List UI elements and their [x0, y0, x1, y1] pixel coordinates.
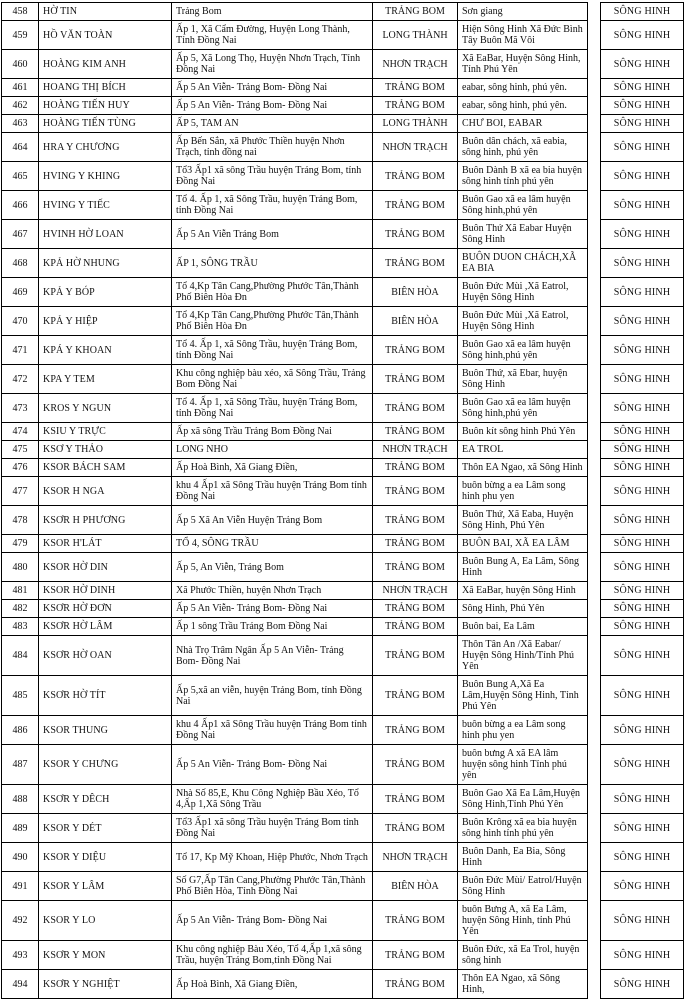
cell-province: SÔNG HINH	[601, 3, 684, 21]
cell-destination: BUÔN DUON CHÁCH,XÃ EA BIA	[458, 249, 588, 278]
cell-destination: Buôn Đức Mùi ,Xã Eatrol, Huyện Sông Hinh	[458, 307, 588, 336]
cell-destination: Buôn Krông xã ea bia huyện sông hinh tỉnh phú yên	[458, 814, 588, 843]
cell-district: TRẢNG BOM	[373, 459, 458, 477]
cell-address: Ấp 5 An Viễn Trảng Bom	[172, 220, 373, 249]
cell-province: SÔNG HINH	[601, 97, 684, 115]
cell-number: 469	[2, 278, 39, 307]
cell-province: SÔNG HINH	[601, 191, 684, 220]
cell-province: SÔNG HINH	[601, 941, 684, 970]
column-gap	[588, 814, 601, 843]
column-gap	[588, 97, 601, 115]
table-row	[2, 3, 684, 21]
column-gap	[588, 970, 601, 999]
cell-number: 472	[2, 365, 39, 394]
cell-name: KSƠR Y DÊCH	[39, 785, 172, 814]
cell-name: HỒ VĂN TOÀN	[39, 21, 172, 50]
table-row	[2, 535, 684, 553]
cell-name: KSOR Y DÉT	[39, 814, 172, 843]
cell-address: Tổ3 Ấp1 xã sông Trầu huyện Trảng Bom tỉnh Đồng Nai	[172, 814, 373, 843]
cell-province: SÔNG HINH	[601, 336, 684, 365]
cell-province: SÔNG HINH	[601, 716, 684, 745]
cell-address: Tổ 4. Ấp 1, xã Sông Trầu, huyện Trảng Bom, tỉnh Đồng Nai	[172, 191, 373, 220]
table-row	[2, 394, 684, 423]
cell-district: LONG THÀNH	[373, 115, 458, 133]
cell-name: HỜ TIN	[39, 3, 172, 21]
cell-province: SÔNG HINH	[601, 600, 684, 618]
cell-name: KSOR THUNG	[39, 716, 172, 745]
cell-address: Tổ 4,Kp Tân Cang,Phường Phước Tân,Thành Phố Biên Hòa Đn	[172, 278, 373, 307]
table-row	[2, 785, 684, 814]
column-gap	[588, 365, 601, 394]
table-row	[2, 278, 684, 307]
cell-name: HVING Y KHING	[39, 162, 172, 191]
cell-district: TRẢNG BOM	[373, 941, 458, 970]
column-gap	[588, 843, 601, 872]
cell-name: HOÀNG TIẾN HUY	[39, 97, 172, 115]
cell-number: 470	[2, 307, 39, 336]
cell-destination: Buôn Danh, Ea Bia, Sông Hinh	[458, 843, 588, 872]
cell-number: 486	[2, 716, 39, 745]
table-row	[2, 477, 684, 506]
cell-district: TRẢNG BOM	[373, 901, 458, 941]
cell-address: Tổ3 Ấp1 xã sông Trầu huyện Trảng Bom, tỉnh Đồng Nai	[172, 162, 373, 191]
cell-name: KSOR Y LO	[39, 901, 172, 941]
cell-district: TRẢNG BOM	[373, 745, 458, 785]
cell-address: khu 4 Ấp1 xã Sông Trầu huyện Trảng Bom tỉnh Đồng Nai	[172, 477, 373, 506]
cell-address: ẤP 5, TAM AN	[172, 115, 373, 133]
cell-district: TRẢNG BOM	[373, 506, 458, 535]
cell-address: TỔ 4, SÔNG TRẦU	[172, 535, 373, 553]
cell-province: SÔNG HINH	[601, 618, 684, 636]
column-gap	[588, 307, 601, 336]
table-row	[2, 21, 684, 50]
cell-number: 494	[2, 970, 39, 999]
cell-district: TRẢNG BOM	[373, 394, 458, 423]
column-gap	[588, 553, 601, 582]
column-gap	[588, 220, 601, 249]
column-gap	[588, 535, 601, 553]
cell-destination: Buôn dân chách, xã eabia, sông hinh, phú yên	[458, 133, 588, 162]
cell-name: HOÀNG TIẾN TÙNG	[39, 115, 172, 133]
cell-number: 480	[2, 553, 39, 582]
table-row	[2, 307, 684, 336]
cell-number: 460	[2, 50, 39, 79]
cell-address: Trảng Bom	[172, 3, 373, 21]
cell-name: KSOR Y CHƯNG	[39, 745, 172, 785]
cell-destination: eabar, sông hinh, phú yên.	[458, 97, 588, 115]
table-row	[2, 716, 684, 745]
cell-district: TRẢNG BOM	[373, 814, 458, 843]
cell-district: LONG THÀNH	[373, 21, 458, 50]
cell-province: SÔNG HINH	[601, 394, 684, 423]
cell-destination: Buôn Gao Xã Ea Lâm,Huyện Sông Hinh,Tỉnh Phú Yên	[458, 785, 588, 814]
cell-address: Ấp 5 An Viễn- Trảng Bom- Đồng Nai	[172, 79, 373, 97]
cell-name: KSƠR HỜ ĐƠN	[39, 600, 172, 618]
cell-number: 473	[2, 394, 39, 423]
cell-destination: Hiện Sông Hinh Xã Đức Bình Tây Buôn Mã Vôi	[458, 21, 588, 50]
cell-province: SÔNG HINH	[601, 220, 684, 249]
column-gap	[588, 941, 601, 970]
cell-name: KSƠR HỜ OAN	[39, 636, 172, 676]
cell-destination: Buôn Gao xã ea lâm huyện Sông hinh,phú yên	[458, 191, 588, 220]
table-row	[2, 600, 684, 618]
cell-name: KPẢ HỜ NHUNG	[39, 249, 172, 278]
cell-destination: Sông Hinh, Phú Yên	[458, 600, 588, 618]
cell-province: SÔNG HINH	[601, 162, 684, 191]
cell-province: SÔNG HINH	[601, 249, 684, 278]
cell-district: TRẢNG BOM	[373, 365, 458, 394]
cell-name: KSƠ Y THẢO	[39, 441, 172, 459]
cell-number: 462	[2, 97, 39, 115]
table-row	[2, 220, 684, 249]
cell-name: KPA Y TEM	[39, 365, 172, 394]
cell-province: SÔNG HINH	[601, 901, 684, 941]
cell-province: SÔNG HINH	[601, 365, 684, 394]
cell-district: TRẢNG BOM	[373, 97, 458, 115]
cell-number: 485	[2, 676, 39, 716]
cell-district: TRẢNG BOM	[373, 249, 458, 278]
cell-destination: Buôn Đức, xã Ea Trol, huyện sông hinh	[458, 941, 588, 970]
cell-district: TRẢNG BOM	[373, 535, 458, 553]
table-row	[2, 115, 684, 133]
cell-name: KPÁ Y KHOAN	[39, 336, 172, 365]
cell-district: TRẢNG BOM	[373, 423, 458, 441]
cell-province: SÔNG HINH	[601, 21, 684, 50]
cell-number: 488	[2, 785, 39, 814]
cell-number: 464	[2, 133, 39, 162]
table-row	[2, 872, 684, 901]
column-gap	[588, 600, 601, 618]
cell-number: 458	[2, 3, 39, 21]
cell-address: Ấp Hoà Bình, Xã Giang Điền,	[172, 459, 373, 477]
cell-district: NHƠN TRẠCH	[373, 441, 458, 459]
cell-number: 481	[2, 582, 39, 600]
cell-district: TRẢNG BOM	[373, 79, 458, 97]
cell-address: Xã Phước Thiền, huyện Nhơn Trạch	[172, 582, 373, 600]
table-row	[2, 970, 684, 999]
column-gap	[588, 636, 601, 676]
cell-province: SÔNG HINH	[601, 50, 684, 79]
cell-name: KPẢ Y HIỆP	[39, 307, 172, 336]
table-row	[2, 901, 684, 941]
table-row	[2, 441, 684, 459]
cell-address: Khu công nghiệp Bàu Xéo, Tổ 4,Ấp 1,xã sông Trầu, huyện Trảng Bom,tỉnh Đồng Nai	[172, 941, 373, 970]
cell-destination: CHƯ BOI, EABAR	[458, 115, 588, 133]
column-gap	[588, 785, 601, 814]
cell-province: SÔNG HINH	[601, 676, 684, 716]
column-gap	[588, 582, 601, 600]
cell-province: SÔNG HINH	[601, 872, 684, 901]
column-gap	[588, 249, 601, 278]
column-gap	[588, 115, 601, 133]
column-gap	[588, 133, 601, 162]
cell-number: 474	[2, 423, 39, 441]
cell-district: TRẢNG BOM	[373, 191, 458, 220]
cell-name: KSƠR HỜ TÍT	[39, 676, 172, 716]
cell-province: SÔNG HINH	[601, 79, 684, 97]
cell-name: HVINH HỜ LOAN	[39, 220, 172, 249]
cell-province: SÔNG HINH	[601, 553, 684, 582]
cell-number: 482	[2, 600, 39, 618]
cell-destination: Buôn Gao xã ea lâm huyện Sông hinh,phú yên	[458, 394, 588, 423]
cell-destination: Buôn Thứ, Xã Eaba, Huyện Sông Hinh, Phú Yên	[458, 506, 588, 535]
cell-province: SÔNG HINH	[601, 441, 684, 459]
table-row	[2, 941, 684, 970]
cell-province: SÔNG HINH	[601, 423, 684, 441]
cell-number: 479	[2, 535, 39, 553]
cell-name: KSOR H'LÁT	[39, 535, 172, 553]
cell-address: Ấp Hoà Bình, Xã Giang Điền,	[172, 970, 373, 999]
table-row	[2, 582, 684, 600]
cell-name: KSƠR HỜ LÂM	[39, 618, 172, 636]
cell-district: TRẢNG BOM	[373, 3, 458, 21]
cell-destination: Buôn Đức Mùi ,Xã Eatrol, Huyện Sông Hinh	[458, 278, 588, 307]
cell-number: 487	[2, 745, 39, 785]
table-row	[2, 676, 684, 716]
column-gap	[588, 477, 601, 506]
cell-district: NHƠN TRẠCH	[373, 843, 458, 872]
column-gap	[588, 872, 601, 901]
cell-number: 483	[2, 618, 39, 636]
cell-address: Tổ 17, Kp Mỹ Khoan, Hiệp Phước, Nhơn Trạch	[172, 843, 373, 872]
column-gap	[588, 79, 601, 97]
table-row	[2, 423, 684, 441]
column-gap	[588, 716, 601, 745]
table-row	[2, 506, 684, 535]
table-row	[2, 365, 684, 394]
cell-district: TRẢNG BOM	[373, 477, 458, 506]
cell-address: Tổ 4. Ấp 1, xã Sông Trầu, huyện Trảng Bom, tỉnh Đồng Nai	[172, 336, 373, 365]
cell-destination: Buôn Gao xã ea lâm huyện Sông hinh,phú yên	[458, 336, 588, 365]
cell-district: BIÊN HÒA	[373, 872, 458, 901]
cell-name: KSOR Y DIỆU	[39, 843, 172, 872]
cell-district: NHƠN TRẠCH	[373, 133, 458, 162]
column-gap	[588, 50, 601, 79]
cell-destination: Xã EaBar, Huyện Sông Hinh, Tỉnh Phú Yên	[458, 50, 588, 79]
cell-address: Ấp xã sông Trầu Trảng Bom Đồng Nai	[172, 423, 373, 441]
cell-province: SÔNG HINH	[601, 970, 684, 999]
cell-address: Ấp 5 An Viễn- Trảng Bom- Đồng Nai	[172, 745, 373, 785]
column-gap	[588, 3, 601, 21]
column-gap	[588, 394, 601, 423]
cell-address: Ấp 5 An Viễn- Trảng Bom- Đồng Nai	[172, 97, 373, 115]
cell-province: SÔNG HINH	[601, 785, 684, 814]
cell-province: SÔNG HINH	[601, 636, 684, 676]
cell-number: 477	[2, 477, 39, 506]
cell-name: KSƠR Y MON	[39, 941, 172, 970]
cell-province: SÔNG HINH	[601, 307, 684, 336]
cell-number: 475	[2, 441, 39, 459]
cell-destination: buôn bừng a ea Lâm song hinh phu yen	[458, 477, 588, 506]
table-row	[2, 618, 684, 636]
cell-name: KSƠR H PHƯƠNG	[39, 506, 172, 535]
cell-name: KSOR Y LÂM	[39, 872, 172, 901]
cell-address: Ấp 1, Xã Cẩm Đường, Huyện Long Thành, Tỉnh Đồng Nai	[172, 21, 373, 50]
column-gap	[588, 441, 601, 459]
cell-province: SÔNG HINH	[601, 133, 684, 162]
table-row	[2, 336, 684, 365]
cell-address: Ấp 5 Xã An Viễn Huyện Trảng Bom	[172, 506, 373, 535]
cell-province: SÔNG HINH	[601, 745, 684, 785]
cell-province: SÔNG HINH	[601, 477, 684, 506]
table-row	[2, 50, 684, 79]
table-row	[2, 97, 684, 115]
cell-address: LONG NHO	[172, 441, 373, 459]
cell-destination: BUÔN BAI, XÃ EA LÂM	[458, 535, 588, 553]
cell-address: Tổ 4,Kp Tân Cang,Phường Phước Tân,Thành Phố Biên Hòa Đn	[172, 307, 373, 336]
cell-number: 489	[2, 814, 39, 843]
cell-destination: Thôn EA Ngao, xã Sông Hinh	[458, 459, 588, 477]
cell-number: 490	[2, 843, 39, 872]
cell-number: 493	[2, 941, 39, 970]
cell-destination: Buôn Bung A,Xã Ea Lâm,Huyện Sông Hinh, Tỉnh Phú Yên	[458, 676, 588, 716]
table-row	[2, 553, 684, 582]
column-gap	[588, 162, 601, 191]
cell-district: TRẢNG BOM	[373, 336, 458, 365]
cell-name: KSƠR Y NGHIỆT	[39, 970, 172, 999]
cell-province: SÔNG HINH	[601, 459, 684, 477]
table-row	[2, 79, 684, 97]
cell-province: SÔNG HINH	[601, 582, 684, 600]
cell-number: 467	[2, 220, 39, 249]
cell-number: 492	[2, 901, 39, 941]
cell-number: 465	[2, 162, 39, 191]
cell-address: ẤP 1, SÔNG TRẦU	[172, 249, 373, 278]
cell-number: 461	[2, 79, 39, 97]
cell-number: 466	[2, 191, 39, 220]
cell-address: Ấp 1 sông Trầu Trảng Bom Đồng Nai	[172, 618, 373, 636]
cell-number: 476	[2, 459, 39, 477]
cell-name: HOÀNG KIM ANH	[39, 50, 172, 79]
cell-number: 459	[2, 21, 39, 50]
table-row	[2, 191, 684, 220]
column-gap	[588, 423, 601, 441]
column-gap	[588, 459, 601, 477]
column-gap	[588, 336, 601, 365]
table-row	[2, 636, 684, 676]
cell-address: Ấp 5 An Viễn- Trảng Bom- Đồng Nai	[172, 901, 373, 941]
table-row	[2, 459, 684, 477]
cell-province: SÔNG HINH	[601, 278, 684, 307]
cell-address: Nhà Số 85,E, Khu Công Nghiệp Bầu Xéo, Tổ 4,Ấp 1,Xã Sông Trầu	[172, 785, 373, 814]
cell-address: Ấp 5, An Viễn, Trảng Bom	[172, 553, 373, 582]
column-gap	[588, 901, 601, 941]
cell-name: KSOR H NGA	[39, 477, 172, 506]
cell-district: NHƠN TRẠCH	[373, 582, 458, 600]
cell-name: KSOR BÁCH SAM	[39, 459, 172, 477]
cell-province: SÔNG HINH	[601, 843, 684, 872]
cell-destination: Buôn Bung A, Ea Lâm, Sông Hinh	[458, 553, 588, 582]
cell-destination: buôn Bưng A, xã Ea Lâm, huyện Sông Hinh, tỉnh Phú Yên	[458, 901, 588, 941]
cell-number: 463	[2, 115, 39, 133]
cell-address: Ấp 5,xã an viễn, huyện Trảng Bom, tỉnh Đồng Nai	[172, 676, 373, 716]
cell-address: Ấp 5 An Viễn- Trảng Bom- Đồng Nai	[172, 600, 373, 618]
cell-number: 468	[2, 249, 39, 278]
cell-destination: Sơn giang	[458, 3, 588, 21]
table-row	[2, 745, 684, 785]
cell-destination: Xã EaBar, huyện Sông Hinh	[458, 582, 588, 600]
cell-district: TRẢNG BOM	[373, 636, 458, 676]
cell-name: KSOR HỜ DIN	[39, 553, 172, 582]
cell-address: Tổ 4. Ấp 1, xã Sông Trầu, huyện Trảng Bom, tỉnh Đồng Nai	[172, 394, 373, 423]
cell-destination: buôn bưng A xã EA lâm huyện sông hinh Tỉnh phú yên	[458, 745, 588, 785]
cell-district: BIÊN HÒA	[373, 278, 458, 307]
cell-destination: EA TROL	[458, 441, 588, 459]
cell-destination: Buôn bai, Ea Lâm	[458, 618, 588, 636]
table-row	[2, 843, 684, 872]
cell-name: KSOR HỜ DINH	[39, 582, 172, 600]
cell-district: TRẢNG BOM	[373, 162, 458, 191]
residents-table	[1, 2, 684, 999]
cell-district: TRẢNG BOM	[373, 676, 458, 716]
table-row	[2, 162, 684, 191]
cell-destination: buôn bừng a ea Lâm song hinh phu yen	[458, 716, 588, 745]
cell-number: 491	[2, 872, 39, 901]
cell-name: KROS Y NGUN	[39, 394, 172, 423]
cell-destination: Buôn kít sông hinh Phú Yên	[458, 423, 588, 441]
column-gap	[588, 676, 601, 716]
cell-province: SÔNG HINH	[601, 814, 684, 843]
cell-district: NHƠN TRẠCH	[373, 50, 458, 79]
cell-province: SÔNG HINH	[601, 535, 684, 553]
cell-name: HOANG THỊ BÍCH	[39, 79, 172, 97]
cell-destination: Buôn Thứ, xã Ebar, huyện Sông Hinh	[458, 365, 588, 394]
cell-destination: Buôn Dành B xã ea bia huyện sông hinh tỉnh phú yên	[458, 162, 588, 191]
column-gap	[588, 21, 601, 50]
cell-destination: Buôn Đức Mùi/ Eatrol/Huyện Sông Hinh	[458, 872, 588, 901]
cell-district: TRẢNG BOM	[373, 785, 458, 814]
cell-number: 478	[2, 506, 39, 535]
cell-address: Ấp Bến Sắn, xã Phước Thiền huyện Nhơn Trạch, tỉnh đồng nai	[172, 133, 373, 162]
cell-number: 484	[2, 636, 39, 676]
cell-destination: eabar, sông hinh, phú yên.	[458, 79, 588, 97]
cell-number: 471	[2, 336, 39, 365]
cell-name: KPẢ Y BÓP	[39, 278, 172, 307]
cell-district: TRẢNG BOM	[373, 618, 458, 636]
cell-province: SÔNG HINH	[601, 506, 684, 535]
cell-address: Nhà Trọ Trâm Ngân Ấp 5 An Viễn- Trảng Bom- Đồng Nai	[172, 636, 373, 676]
cell-district: TRẢNG BOM	[373, 716, 458, 745]
cell-district: TRẢNG BOM	[373, 220, 458, 249]
cell-province: SÔNG HINH	[601, 115, 684, 133]
column-gap	[588, 278, 601, 307]
cell-destination: Buôn Thứ Xã Eabar Huyện Sông Hinh	[458, 220, 588, 249]
cell-district: TRẢNG BOM	[373, 553, 458, 582]
cell-district: BIÊN HÒA	[373, 307, 458, 336]
cell-address: Ấp 5, Xã Long Thọ, Huyện Nhơn Trạch, Tỉnh Đồng Nai	[172, 50, 373, 79]
cell-destination: Thôn Tân An /Xã Eabar/ Huyện Sông Hinh/Tỉnh Phú Yên	[458, 636, 588, 676]
column-gap	[588, 191, 601, 220]
cell-address: khu 4 Ấp1 xã Sông Trầu huyện Trảng Bom tỉnh Đồng Nai	[172, 716, 373, 745]
column-gap	[588, 618, 601, 636]
cell-destination: Thôn EA Ngao, xã Sông Hinh,	[458, 970, 588, 999]
cell-district: TRẢNG BOM	[373, 600, 458, 618]
column-gap	[588, 506, 601, 535]
table-row	[2, 133, 684, 162]
cell-address: Số G7,Ấp Tân Cang,Phường Phước Tân,Thành Phố Biên Hòa, Tỉnh Đồng Nai	[172, 872, 373, 901]
table-row	[2, 249, 684, 278]
cell-name: HRA Y CHƯƠNG	[39, 133, 172, 162]
table-row	[2, 814, 684, 843]
cell-name: HVING Y TIẾC	[39, 191, 172, 220]
cell-name: KSIU Y TRỰC	[39, 423, 172, 441]
cell-district: TRẢNG BOM	[373, 970, 458, 999]
column-gap	[588, 745, 601, 785]
cell-address: Khu công nghiệp bàu xéo, xã Sông Trầu, Trảng Bom Đồng Nai	[172, 365, 373, 394]
